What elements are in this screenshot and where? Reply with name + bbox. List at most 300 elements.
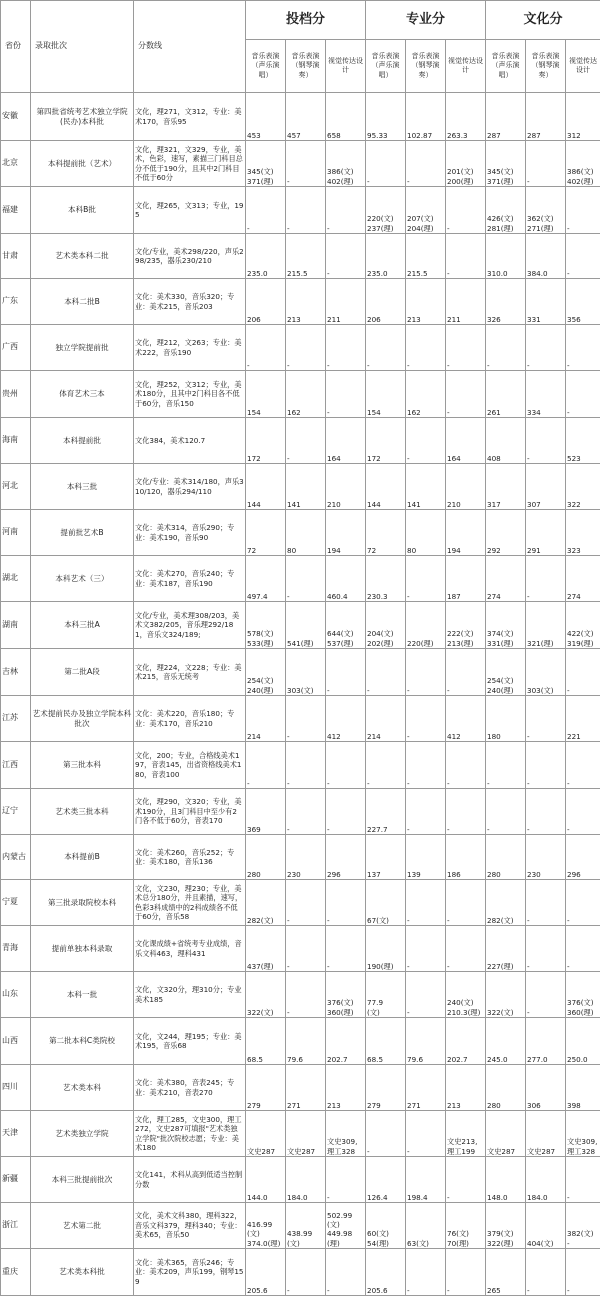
batch-cell: 艺术类三批本科 bbox=[31, 789, 134, 835]
score-cell: 148.0 bbox=[486, 1157, 526, 1203]
score-cell: 141 bbox=[286, 464, 326, 510]
score-cell: - bbox=[246, 187, 286, 234]
score-cell: 280 bbox=[486, 835, 526, 880]
score-cell: 277.0 bbox=[526, 1018, 566, 1065]
table-row bbox=[1, 1065, 600, 1111]
score-cell: - bbox=[326, 234, 366, 279]
cutoff-cell: 文化/专业，美术298/220，声乐298/235，器乐230/210 bbox=[134, 234, 246, 279]
score-cell: - bbox=[286, 742, 326, 789]
province-cell: 山西 bbox=[1, 1018, 31, 1065]
score-cell: 67(文) bbox=[366, 880, 406, 926]
score-cell: 207(文) 204(理) bbox=[406, 187, 446, 234]
score-cell: - bbox=[326, 1249, 366, 1296]
score-cell: - bbox=[326, 926, 366, 972]
score-cell: 68.5 bbox=[246, 1018, 286, 1065]
score-cell: 206 bbox=[366, 279, 406, 325]
score-cell: 162 bbox=[406, 371, 446, 418]
table-row bbox=[1, 234, 600, 279]
score-cell: 164 bbox=[446, 418, 486, 464]
score-cell: - bbox=[286, 556, 326, 602]
score-cell: - bbox=[366, 649, 406, 696]
score-cell: - bbox=[406, 141, 446, 187]
score-cell: 211 bbox=[446, 279, 486, 325]
province-cell: 河南 bbox=[1, 510, 31, 556]
score-cell: 345(文) 371(理) bbox=[486, 141, 526, 187]
score-cell: 386(文) 402(理) bbox=[566, 141, 600, 187]
province-cell: 湖南 bbox=[1, 602, 31, 649]
score-cell: 287 bbox=[526, 93, 566, 141]
score-cell: 296 bbox=[566, 835, 600, 880]
score-cell: 416.99(文) 374.0(理) bbox=[246, 1203, 286, 1249]
score-cell: 184.0 bbox=[526, 1157, 566, 1203]
batch-cell: 提前批艺术B bbox=[31, 510, 134, 556]
score-cell: 211 bbox=[326, 279, 366, 325]
score-cell: 254(文) 240(理) bbox=[486, 649, 526, 696]
score-cell: 412 bbox=[446, 696, 486, 742]
group-header-cultural: 文化分 bbox=[486, 1, 600, 40]
score-cell: 206 bbox=[246, 279, 286, 325]
batch-header: 录取批次 bbox=[31, 1, 134, 93]
subcolumn-header: 音乐表演（声乐演唱） bbox=[486, 40, 526, 93]
score-cell: - bbox=[526, 926, 566, 972]
batch-cell: 本科三批提前批次 bbox=[31, 1157, 134, 1203]
score-cell: 306 bbox=[526, 1065, 566, 1111]
score-cell: 227.7 bbox=[366, 789, 406, 835]
score-cell: - bbox=[566, 187, 600, 234]
score-cell: 235.0 bbox=[246, 234, 286, 279]
score-cell: 497.4 bbox=[246, 556, 286, 602]
score-cell: - bbox=[286, 880, 326, 926]
score-cell: 296 bbox=[326, 835, 366, 880]
batch-cell: 本科艺术（三） bbox=[31, 556, 134, 602]
score-cell: - bbox=[326, 649, 366, 696]
score-cell: - bbox=[446, 325, 486, 371]
province-cell: 贵州 bbox=[1, 371, 31, 418]
subcolumn-header: 视觉传达设计 bbox=[326, 40, 366, 93]
score-cell: 312 bbox=[566, 93, 600, 141]
province-cell: 福建 bbox=[1, 187, 31, 234]
score-cell: - bbox=[326, 880, 366, 926]
province-header: 省份 bbox=[1, 1, 31, 93]
score-cell: 438.99(文) bbox=[286, 1203, 326, 1249]
cutoff-cell: 文化，美术文科380，理科322，音乐文科379，理科340；专业：美术65，音乐50 bbox=[134, 1203, 246, 1249]
score-cell: 282(文) bbox=[486, 880, 526, 926]
score-cell: - bbox=[446, 880, 486, 926]
batch-cell: 艺术类本科 bbox=[31, 1065, 134, 1111]
score-cell: 386(文) 402(理) bbox=[326, 141, 366, 187]
score-cell: - bbox=[406, 556, 446, 602]
score-cell: 384.0 bbox=[526, 234, 566, 279]
table-row bbox=[1, 325, 600, 371]
score-cell: 321(理) bbox=[526, 602, 566, 649]
score-cell: 263.3 bbox=[446, 93, 486, 141]
score-cell: - bbox=[526, 556, 566, 602]
province-cell: 宁夏 bbox=[1, 880, 31, 926]
score-cell: 331 bbox=[526, 279, 566, 325]
score-cell: 210 bbox=[326, 464, 366, 510]
table-row bbox=[1, 464, 600, 510]
score-cell: 184.0 bbox=[286, 1157, 326, 1203]
cutoff-cell: 文化，理212，文263；专业：美术222，音乐190 bbox=[134, 325, 246, 371]
score-cell: - bbox=[366, 325, 406, 371]
group-header-admission: 投档分 bbox=[246, 1, 366, 40]
score-cell: 205.6 bbox=[246, 1249, 286, 1296]
score-cell: 文史287 bbox=[286, 1111, 326, 1157]
score-cell: 194 bbox=[326, 510, 366, 556]
score-cell: 230.3 bbox=[366, 556, 406, 602]
subcolumn-header: 音乐表演（钢琴演奏） bbox=[526, 40, 566, 93]
score-cell: 326 bbox=[486, 279, 526, 325]
table-row bbox=[1, 418, 600, 464]
score-cell: 644(文) 537(理) bbox=[326, 602, 366, 649]
province-cell: 海南 bbox=[1, 418, 31, 464]
score-cell: - bbox=[326, 371, 366, 418]
score-cell: 408 bbox=[486, 418, 526, 464]
score-cell: 139 bbox=[406, 835, 446, 880]
score-cell: 201(文) 200(理) bbox=[446, 141, 486, 187]
score-cell: - bbox=[246, 325, 286, 371]
batch-cell: 本科二批B bbox=[31, 279, 134, 325]
score-cell: 292 bbox=[486, 510, 526, 556]
batch-cell: 本科一批 bbox=[31, 972, 134, 1018]
batch-cell: 本科提前B bbox=[31, 835, 134, 880]
score-cell: - bbox=[526, 972, 566, 1018]
score-cell: - bbox=[566, 325, 600, 371]
province-cell: 北京 bbox=[1, 141, 31, 187]
cutoff-cell: 文化，理321，文329，专业，美术，色彩，速写，素描三门科目总分不低于190分，且其中2门科目不低于60分 bbox=[134, 141, 246, 187]
score-cell: 77.9 (文) bbox=[366, 972, 406, 1018]
table-row bbox=[1, 1111, 600, 1157]
score-cell: 95.33 bbox=[366, 93, 406, 141]
score-cell: 279 bbox=[246, 1065, 286, 1111]
score-cell: - bbox=[406, 742, 446, 789]
table-row bbox=[1, 556, 600, 602]
score-cell: 279 bbox=[366, 1065, 406, 1111]
score-cell: 453 bbox=[246, 93, 286, 141]
subcolumn-header: 视觉传达设计 bbox=[566, 40, 600, 93]
score-cell: 141 bbox=[406, 464, 446, 510]
score-cell: - bbox=[406, 926, 446, 972]
score-cell: - bbox=[326, 1157, 366, 1203]
score-cell: 文史309, 理工328 bbox=[326, 1111, 366, 1157]
score-cell: 382(文) - bbox=[566, 1203, 600, 1249]
score-cell: 437(理) bbox=[246, 926, 286, 972]
cutoff-cell: 文化：美术365，音乐246；专业：美术209，声乐199，钢琴159 bbox=[134, 1249, 246, 1296]
score-cell: - bbox=[286, 418, 326, 464]
table-row bbox=[1, 510, 600, 556]
table-row bbox=[1, 1249, 600, 1296]
score-cell: 162 bbox=[286, 371, 326, 418]
score-cell: 307 bbox=[526, 464, 566, 510]
score-cell: 261 bbox=[486, 371, 526, 418]
score-cell: 154 bbox=[246, 371, 286, 418]
table-row bbox=[1, 141, 600, 187]
cutoff-cell: 文化：美术330，音乐320；专业：美术215，音乐203 bbox=[134, 279, 246, 325]
score-cell: 322 bbox=[566, 464, 600, 510]
score-cell: - bbox=[526, 880, 566, 926]
score-cell: - bbox=[446, 371, 486, 418]
score-cell: 254(文) 240(理) bbox=[246, 649, 286, 696]
batch-cell: 本科提前批 bbox=[31, 418, 134, 464]
score-cell: 412 bbox=[326, 696, 366, 742]
score-cell: 282(文) bbox=[246, 880, 286, 926]
score-cell: 202.7 bbox=[446, 1018, 486, 1065]
batch-cell: 提前单独本科录取 bbox=[31, 926, 134, 972]
score-cell: - bbox=[566, 742, 600, 789]
score-cell: 186 bbox=[446, 835, 486, 880]
score-cell: - bbox=[286, 1249, 326, 1296]
score-cell: 317 bbox=[486, 464, 526, 510]
score-cell: 215.5 bbox=[406, 234, 446, 279]
batch-cell: 本科三批A bbox=[31, 602, 134, 649]
score-cell: 541(理) bbox=[286, 602, 326, 649]
score-cell: 274 bbox=[566, 556, 600, 602]
table-row bbox=[1, 187, 600, 234]
score-cell: 376(文) 360(理) bbox=[566, 972, 600, 1018]
score-cell: 202.7 bbox=[326, 1018, 366, 1065]
score-cell: 172 bbox=[246, 418, 286, 464]
table-row bbox=[1, 926, 600, 972]
score-cell: - bbox=[286, 926, 326, 972]
score-cell: 457 bbox=[286, 93, 326, 141]
province-cell: 内蒙古 bbox=[1, 835, 31, 880]
score-cell: - bbox=[526, 141, 566, 187]
province-cell: 安徽 bbox=[1, 93, 31, 141]
cutoff-cell: 文化：美术270，音乐240；专业：美术187，音乐190 bbox=[134, 556, 246, 602]
score-cell: - bbox=[286, 789, 326, 835]
score-cell: 187 bbox=[446, 556, 486, 602]
score-cell: 227(理) bbox=[486, 926, 526, 972]
score-cell: 230 bbox=[286, 835, 326, 880]
score-cell: 356 bbox=[566, 279, 600, 325]
score-cell: 190(理) bbox=[366, 926, 406, 972]
province-cell: 江西 bbox=[1, 742, 31, 789]
score-cell: 文史309, 理工328 bbox=[566, 1111, 600, 1157]
province-cell: 青海 bbox=[1, 926, 31, 972]
batch-cell: 第三批录取院校本科 bbox=[31, 880, 134, 926]
province-cell: 四川 bbox=[1, 1065, 31, 1111]
batch-cell: 本科B批 bbox=[31, 187, 134, 234]
province-cell: 辽宁 bbox=[1, 789, 31, 835]
score-cell: 80 bbox=[406, 510, 446, 556]
score-cell: 文史287 bbox=[246, 1111, 286, 1157]
cutoff-cell: 文化，理252，文312；专业，美术180分，且其中2门科目各不低于60分，音乐150 bbox=[134, 371, 246, 418]
score-cell: 578(文) 533(理) bbox=[246, 602, 286, 649]
score-cell: 154 bbox=[366, 371, 406, 418]
batch-cell: 艺术类本科二批 bbox=[31, 234, 134, 279]
cutoff-cell: 文化：美术260，音乐252；专业：美术180，音乐136 bbox=[134, 835, 246, 880]
table-row bbox=[1, 1018, 600, 1065]
score-cell: - bbox=[286, 325, 326, 371]
score-cell: 220(理) bbox=[406, 602, 446, 649]
batch-cell: 独立学院提前批 bbox=[31, 325, 134, 371]
cutoff-cell: 文化，文244，理195；专业：美术195，音乐68 bbox=[134, 1018, 246, 1065]
score-cell: 172 bbox=[366, 418, 406, 464]
table-row bbox=[1, 371, 600, 418]
score-cell: 221 bbox=[566, 696, 600, 742]
score-cell: 180 bbox=[486, 696, 526, 742]
score-cell: 502.99(文) 449.98(理) bbox=[326, 1203, 366, 1249]
subcolumn-header: 音乐表演（声乐演唱） bbox=[246, 40, 286, 93]
score-cell: - bbox=[246, 742, 286, 789]
province-cell: 浙江 bbox=[1, 1203, 31, 1249]
score-cell: - bbox=[406, 880, 446, 926]
table-row bbox=[1, 835, 600, 880]
cutoff-cell: 文化，理290，文320；专业，美术190分，且3门科目中至少有2门各不低于60分，音表170 bbox=[134, 789, 246, 835]
province-cell: 江苏 bbox=[1, 696, 31, 742]
subcolumn-header: 音乐表演（钢琴演奏） bbox=[286, 40, 326, 93]
score-cell: - bbox=[526, 1249, 566, 1296]
score-cell: 426(文) 281(理) bbox=[486, 187, 526, 234]
table-row bbox=[1, 972, 600, 1018]
score-cell: - bbox=[286, 696, 326, 742]
score-cell: 369 bbox=[246, 789, 286, 835]
score-cell: 245.0 bbox=[486, 1018, 526, 1065]
score-cell: - bbox=[526, 325, 566, 371]
score-cell: 250.0 bbox=[566, 1018, 600, 1065]
score-cell: - bbox=[286, 141, 326, 187]
score-cell: 215.5 bbox=[286, 234, 326, 279]
cutoff-cell: 文化：美术314，音乐290；专业：美术190，音乐90 bbox=[134, 510, 246, 556]
score-cell: - bbox=[326, 789, 366, 835]
score-cell: - bbox=[446, 187, 486, 234]
cutoff-cell: 文化，理224，文228；专业：美术215，音乐无统考 bbox=[134, 649, 246, 696]
score-cell: 460.4 bbox=[326, 556, 366, 602]
score-cell: 658 bbox=[326, 93, 366, 141]
cutoff-cell: 文化课成绩+省统考专业成绩，音乐文科463，理科431 bbox=[134, 926, 246, 972]
score-cell: - bbox=[326, 742, 366, 789]
batch-cell: 艺术类独立学院 bbox=[31, 1111, 134, 1157]
score-cell: - bbox=[486, 325, 526, 371]
score-cell: 303(文) bbox=[286, 649, 326, 696]
score-cell: 303(文) bbox=[526, 649, 566, 696]
batch-cell: 第二批本科C类院校 bbox=[31, 1018, 134, 1065]
cutoff-cell: 文化384，美术120.7 bbox=[134, 418, 246, 464]
score-cell: 291 bbox=[526, 510, 566, 556]
score-cell: - bbox=[406, 325, 446, 371]
province-cell: 湖北 bbox=[1, 556, 31, 602]
score-cell: 323 bbox=[566, 510, 600, 556]
score-cell: 213 bbox=[406, 279, 446, 325]
score-cell: - bbox=[566, 1249, 600, 1296]
score-cell: - bbox=[526, 418, 566, 464]
score-cell: - bbox=[566, 371, 600, 418]
score-cell: - bbox=[406, 418, 446, 464]
score-cell: 362(文) 271(理) bbox=[526, 187, 566, 234]
batch-cell: 艺术第二批 bbox=[31, 1203, 134, 1249]
score-cell: 214 bbox=[246, 696, 286, 742]
score-cell: 144 bbox=[366, 464, 406, 510]
score-cell: - bbox=[286, 187, 326, 234]
score-cell: 198.4 bbox=[406, 1157, 446, 1203]
score-cell: - bbox=[406, 1111, 446, 1157]
score-cell: 210 bbox=[446, 464, 486, 510]
score-cell: - bbox=[566, 649, 600, 696]
header-row-groups bbox=[1, 1, 600, 40]
table-body bbox=[1, 93, 600, 1296]
score-cell: 271 bbox=[286, 1065, 326, 1111]
table-row bbox=[1, 649, 600, 696]
score-cell: 280 bbox=[486, 1065, 526, 1111]
score-cell: 文史287 bbox=[526, 1111, 566, 1157]
score-cell: 79.6 bbox=[406, 1018, 446, 1065]
cutoff-header: 分数线 bbox=[134, 1, 246, 93]
score-cell: 72 bbox=[366, 510, 406, 556]
table-row bbox=[1, 789, 600, 835]
province-cell: 重庆 bbox=[1, 1249, 31, 1296]
score-cell: - bbox=[526, 696, 566, 742]
score-cell: 523 bbox=[566, 418, 600, 464]
score-cell: 280 bbox=[246, 835, 286, 880]
score-cell: - bbox=[566, 880, 600, 926]
score-cell: 398 bbox=[566, 1065, 600, 1111]
score-cell: 287 bbox=[486, 93, 526, 141]
score-cell: - bbox=[406, 1249, 446, 1296]
score-cell: 文史213, 理工199 bbox=[446, 1111, 486, 1157]
subcolumn-header: 视觉传达设计 bbox=[446, 40, 486, 93]
batch-cell: 艺术提前民办及独立学院本科批次 bbox=[31, 696, 134, 742]
score-cell: 204(文) 202(理) bbox=[366, 602, 406, 649]
table-row bbox=[1, 696, 600, 742]
province-cell: 广西 bbox=[1, 325, 31, 371]
score-cell: 235.0 bbox=[366, 234, 406, 279]
score-cell: 213 bbox=[286, 279, 326, 325]
score-cell: - bbox=[406, 789, 446, 835]
score-cell: 205.6 bbox=[366, 1249, 406, 1296]
score-cell: - bbox=[446, 234, 486, 279]
score-cell: 76(文) 70(理) bbox=[446, 1203, 486, 1249]
score-cell: - bbox=[566, 789, 600, 835]
score-cell: 220(文) 237(理) bbox=[366, 187, 406, 234]
batch-cell: 第三批本科 bbox=[31, 742, 134, 789]
score-cell: 334 bbox=[526, 371, 566, 418]
score-cell: - bbox=[446, 1157, 486, 1203]
batch-cell: 第二批A段 bbox=[31, 649, 134, 696]
score-cell: 68.5 bbox=[366, 1018, 406, 1065]
table-row bbox=[1, 1203, 600, 1249]
group-header-professional: 专业分 bbox=[366, 1, 486, 40]
score-cell: 322(文) bbox=[486, 972, 526, 1018]
score-cell: 60(文) 54(理) bbox=[366, 1203, 406, 1249]
score-cell: 194 bbox=[446, 510, 486, 556]
score-cell: - bbox=[366, 742, 406, 789]
score-cell: 72 bbox=[246, 510, 286, 556]
score-cell: - bbox=[446, 742, 486, 789]
score-cell: - bbox=[446, 789, 486, 835]
score-cell: - bbox=[406, 696, 446, 742]
score-cell: - bbox=[366, 1111, 406, 1157]
score-cell: - bbox=[446, 926, 486, 972]
province-cell: 新疆 bbox=[1, 1157, 31, 1203]
cutoff-cell: 文化：美术380，音表245；专业：美术210，音表270 bbox=[134, 1065, 246, 1111]
score-cell: 230 bbox=[526, 835, 566, 880]
score-cell: 345(文) 371(理) bbox=[246, 141, 286, 187]
score-cell: 144.0 bbox=[246, 1157, 286, 1203]
score-cell: 213 bbox=[446, 1065, 486, 1111]
score-cell: - bbox=[486, 789, 526, 835]
score-cell: - bbox=[446, 649, 486, 696]
table-row bbox=[1, 1157, 600, 1203]
score-cell: 379(文) 322(理) bbox=[486, 1203, 526, 1249]
score-cell: - bbox=[406, 972, 446, 1018]
score-cell: - bbox=[526, 742, 566, 789]
score-cell: 310.0 bbox=[486, 234, 526, 279]
score-cell: - bbox=[446, 1249, 486, 1296]
cutoff-cell: 文化，理271，文312，专业：美术170，音乐95 bbox=[134, 93, 246, 141]
cutoff-cell: 文化/专业：美术314/180，声乐310/120，器乐294/110 bbox=[134, 464, 246, 510]
score-cell: 265 bbox=[486, 1249, 526, 1296]
score-cell: 222(文) 213(理) bbox=[446, 602, 486, 649]
